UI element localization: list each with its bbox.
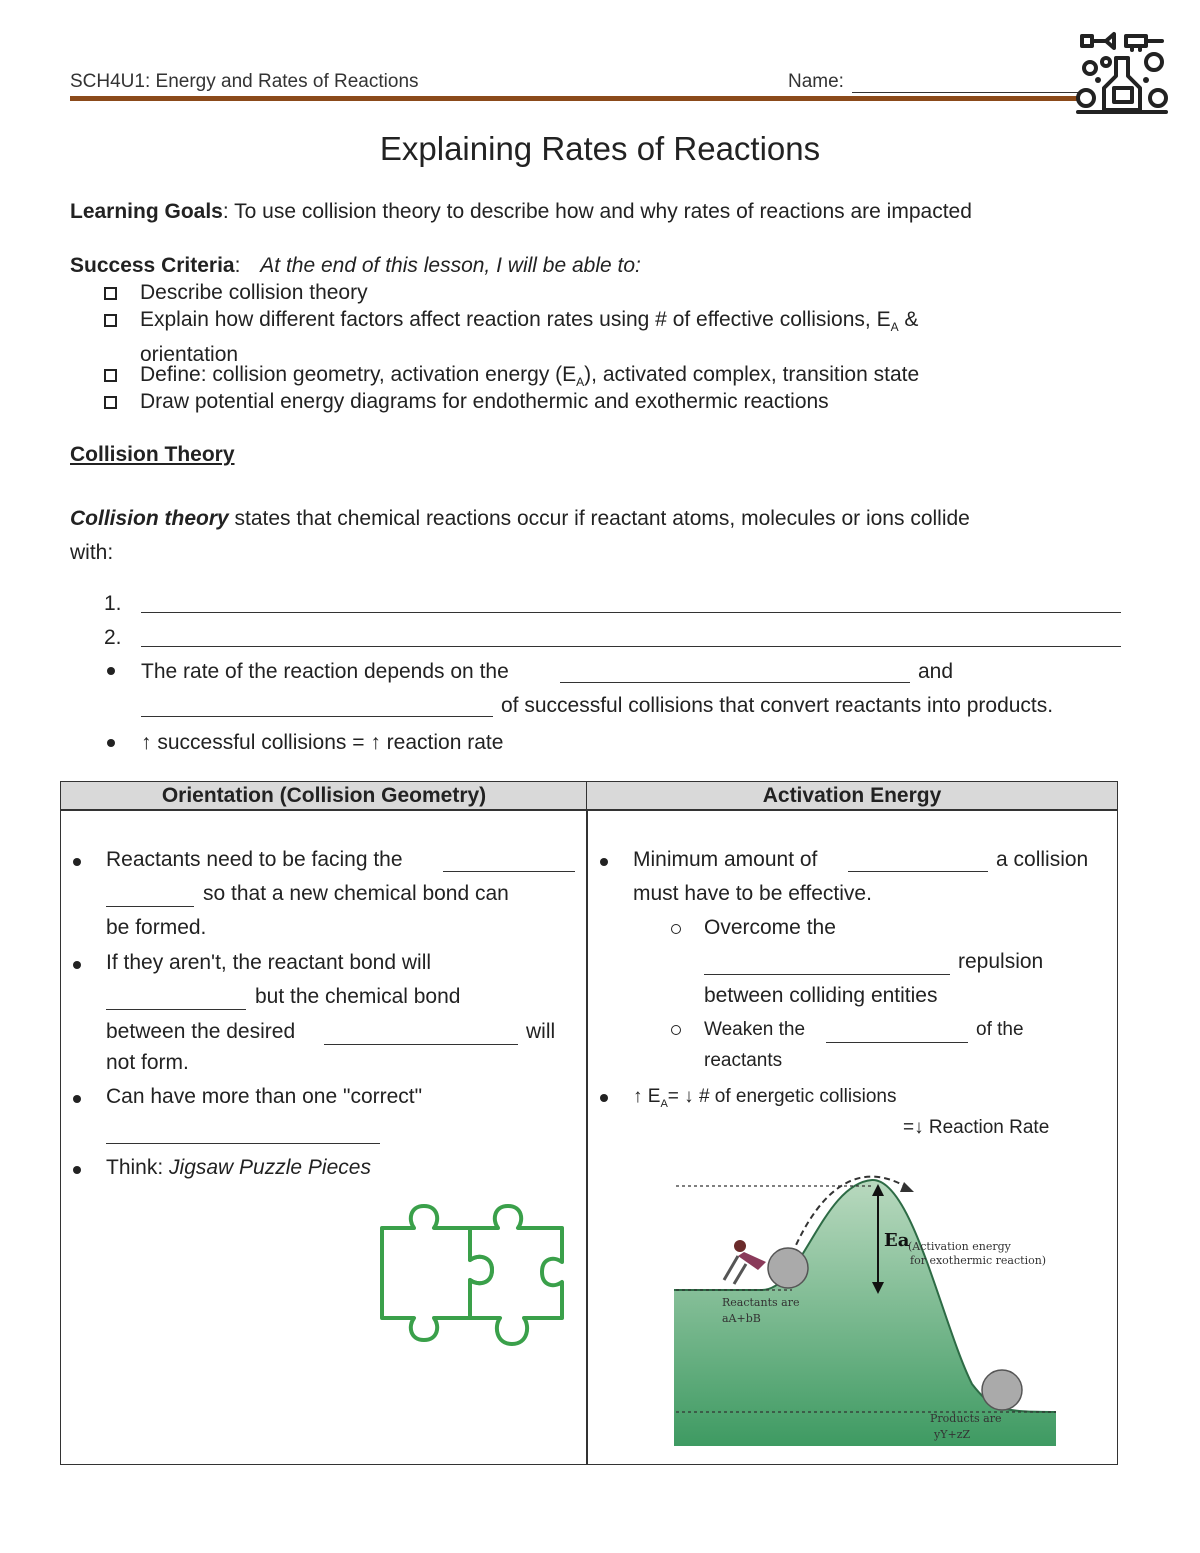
learning-goals-text: : To use collision theory to describe how and why rates of reactions are impacted bbox=[222, 200, 972, 223]
answer-line[interactable] bbox=[106, 882, 194, 907]
criteria-item-text bbox=[140, 306, 1070, 368]
activation-s1c: between colliding entities bbox=[704, 984, 938, 1007]
activation-b2 bbox=[633, 1080, 896, 1121]
subscript: A bbox=[890, 320, 899, 335]
answer-line[interactable] bbox=[826, 1018, 968, 1043]
ea-label: Ea bbox=[884, 1230, 910, 1251]
statement-line2: with: bbox=[70, 541, 114, 564]
bullet-icon bbox=[107, 739, 115, 747]
section-heading: Collision Theory bbox=[70, 443, 235, 466]
answer-line[interactable] bbox=[106, 1119, 380, 1144]
activation-s1b: repulsion bbox=[958, 950, 1044, 973]
criteria-item-tail: ), activated complex, transition state bbox=[584, 363, 920, 386]
name-label: Name: bbox=[788, 71, 844, 92]
criteria-item-line2: orientation bbox=[140, 343, 239, 367]
bullet-icon bbox=[73, 1166, 81, 1174]
page-title: Explaining Rates of Reactions bbox=[379, 130, 821, 167]
list-number: 1. bbox=[104, 592, 122, 615]
orientation-b3a: Can have more than one "correct" bbox=[106, 1085, 423, 1108]
orientation-b2c: between the desired bbox=[106, 1020, 296, 1043]
learning-goals bbox=[70, 198, 972, 225]
activation-s2c: reactants bbox=[704, 1050, 783, 1071]
orientation-b2e: not form. bbox=[106, 1051, 189, 1074]
answer-line[interactable] bbox=[560, 658, 910, 683]
rate-text-a: The rate of the reaction depends on the bbox=[141, 660, 509, 683]
reactants-label-1: Reactants are bbox=[722, 1296, 800, 1309]
checkbox-icon[interactable] bbox=[104, 314, 117, 327]
orientation-b2a: If they aren't, the reactant bond will bbox=[106, 951, 432, 974]
checkbox-icon[interactable] bbox=[104, 369, 117, 382]
success-criteria-label: Success Criteria bbox=[70, 254, 235, 277]
criteria-item-text-main: Define: collision geometry, activation energy (E bbox=[140, 363, 577, 386]
orientation-b1b: so that a new chemical bond can bbox=[203, 882, 509, 905]
success-criteria bbox=[70, 252, 641, 279]
answer-line[interactable] bbox=[848, 847, 988, 872]
course-title: SCH4U1: Energy and Rates of Reactions bbox=[70, 71, 419, 92]
activation-b2c: =↓ Reaction Rate bbox=[903, 1117, 1050, 1138]
bullet-icon bbox=[73, 961, 81, 969]
checkbox-icon[interactable] bbox=[104, 396, 117, 409]
arrow-text: ↑ successful collisions = ↑ reaction rate bbox=[141, 731, 504, 754]
answer-line[interactable] bbox=[443, 847, 575, 872]
table-header-orientation: Orientation (Collision Geometry) bbox=[60, 781, 588, 811]
collision-theory-statement bbox=[70, 502, 1120, 570]
rate-text-c: of successful collisions that convert reactants into products. bbox=[501, 694, 1054, 717]
lab-flask-icon bbox=[1076, 28, 1168, 120]
table-header-activation: Activation Energy bbox=[586, 781, 1118, 811]
activation-b2b: = ↓ # of energetic collisions bbox=[667, 1086, 897, 1107]
criteria-item-text: Describe collision theory bbox=[140, 281, 368, 304]
answer-line[interactable] bbox=[141, 692, 493, 717]
answer-line[interactable] bbox=[704, 950, 950, 975]
subscript: A bbox=[576, 375, 585, 390]
subscript: A bbox=[660, 1097, 668, 1110]
bullet-icon bbox=[600, 1094, 608, 1102]
orientation-b2b: but the chemical bond bbox=[255, 985, 461, 1008]
success-criteria-colon: : bbox=[234, 254, 241, 277]
activation-b1b: a collision bbox=[996, 848, 1089, 871]
answer-line[interactable] bbox=[106, 985, 246, 1010]
think-label: Think: bbox=[106, 1156, 170, 1179]
orientation-b4 bbox=[106, 1151, 371, 1185]
answer-line[interactable] bbox=[324, 1020, 518, 1045]
orientation-b2d: will bbox=[526, 1020, 556, 1043]
checkbox-icon[interactable] bbox=[104, 287, 117, 300]
statement: states that chemical reactions occur if reactant atoms, molecules or ions collide bbox=[228, 507, 970, 530]
orientation-b1c: be formed. bbox=[106, 916, 207, 939]
activation-energy-hill-illustration bbox=[672, 1164, 1062, 1448]
criteria-item[interactable] bbox=[104, 361, 920, 390]
sub-bullet-icon bbox=[671, 924, 681, 934]
products-label-1: Products are bbox=[930, 1412, 1002, 1425]
jigsaw-text: Jigsaw Puzzle Pieces bbox=[169, 1156, 371, 1179]
activation-s1a: Overcome the bbox=[704, 916, 836, 939]
ea-note-2: for exothermic reaction) bbox=[910, 1254, 1047, 1267]
bullet-icon bbox=[600, 858, 608, 866]
activation-s2b: of the bbox=[976, 1019, 1024, 1040]
criteria-item[interactable] bbox=[104, 306, 919, 367]
criteria-item-text-main: Explain how different factors affect reaction rates using # of effective collisions, E bbox=[140, 308, 891, 331]
criteria-item[interactable] bbox=[104, 279, 368, 306]
sub-bullet-icon bbox=[671, 1025, 681, 1035]
orientation-b1a: Reactants need to be facing the bbox=[106, 848, 403, 871]
activation-b2a: ↑ E bbox=[633, 1086, 661, 1107]
products-label-2: yY+zZ bbox=[934, 1428, 971, 1441]
answer-line[interactable] bbox=[141, 588, 1121, 613]
criteria-item[interactable] bbox=[104, 388, 829, 415]
list-number: 2. bbox=[104, 626, 122, 649]
name-input-line[interactable] bbox=[852, 92, 1080, 93]
criteria-item-tail: & bbox=[898, 308, 919, 331]
bullet-icon bbox=[107, 667, 115, 675]
reactants-label-2: aA+bB bbox=[722, 1312, 761, 1325]
learning-goals-label: Learning Goals bbox=[70, 200, 223, 223]
term: Collision theory bbox=[70, 507, 229, 530]
success-criteria-intro: At the end of this lesson, I will be able to: bbox=[260, 254, 641, 277]
activation-b1a: Minimum amount of bbox=[633, 848, 818, 871]
bullet-icon bbox=[73, 858, 81, 866]
jigsaw-puzzle-icon bbox=[376, 1198, 570, 1352]
rate-text-b: and bbox=[918, 660, 954, 683]
criteria-item-text: Draw potential energy diagrams for endothermic and exothermic reactions bbox=[140, 390, 829, 413]
activation-b1c: must have to be effective. bbox=[633, 882, 872, 905]
header-rule bbox=[70, 96, 1080, 101]
bullet-icon bbox=[73, 1095, 81, 1103]
ea-note-1: (Activation energy bbox=[908, 1240, 1011, 1253]
answer-line[interactable] bbox=[141, 622, 1121, 647]
activation-s2a: Weaken the bbox=[704, 1019, 806, 1040]
